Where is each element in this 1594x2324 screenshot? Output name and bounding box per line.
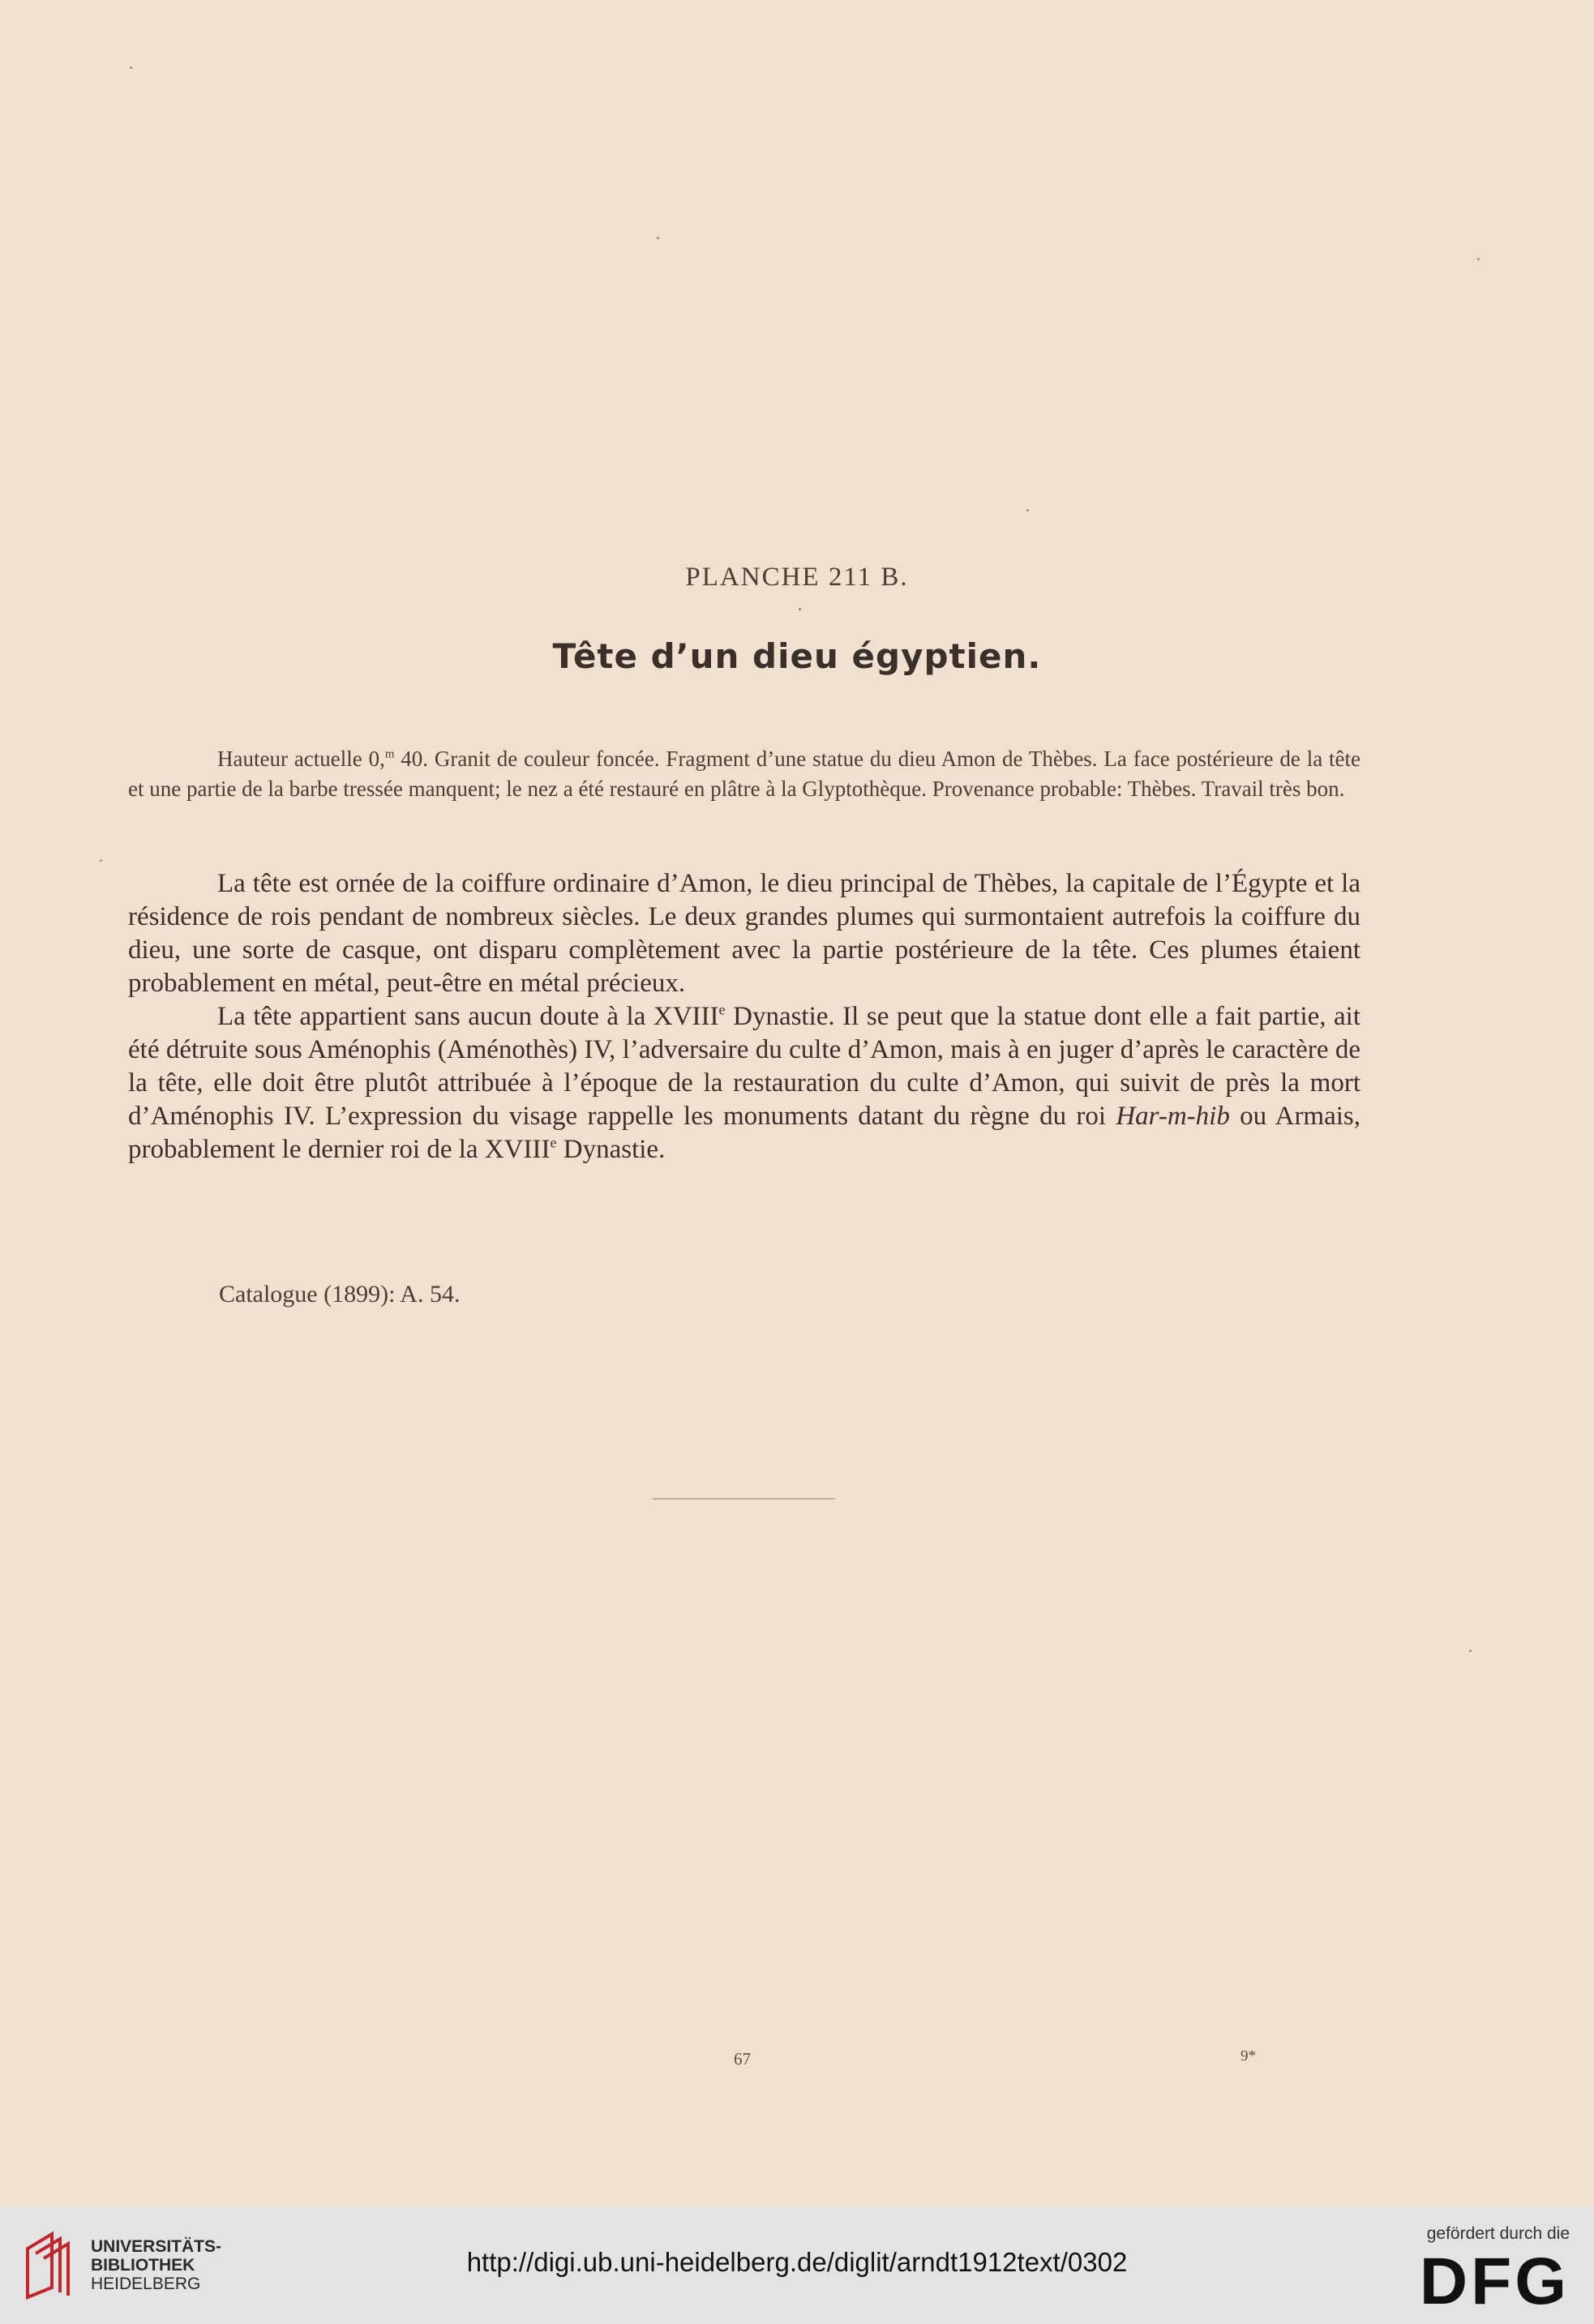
ordinal-superscript: e [718,1001,726,1018]
divider-rule [653,1498,835,1500]
page-title: Tête d’un dieu égyptien. [552,636,1042,676]
ordinal-superscript: e [550,1134,557,1151]
paper-speck [1469,1650,1472,1652]
catalogue-reference: Catalogue (1899): A. 54. [219,1281,461,1308]
library-name-line: UNIVERSITÄTS- [91,2237,222,2256]
body-text-segment: Dynastie. [556,1135,666,1164]
body-text [128,867,1360,1166]
library-name-line: BIBLIOTHEK [91,2256,195,2275]
ornament-dot [799,608,801,610]
description-text: Hauteur actuelle 0, [217,747,385,771]
footer-bar [0,2206,1594,2324]
description-paragraph [128,744,1360,804]
body-text-segment: La tête appartient sans aucun doute à la XVIII [217,1002,719,1031]
paper-speck [657,237,659,239]
body-paragraph-1: La tête est ornée de la coiffure ordinaire d’Amon, le dieu principal de Thèbes, la capitale de l’Égypte et la résidence de rois pendant de nombreux siècles. Le deux grandes plumes qui surmontaient autrefois la coiffure du dieu, une sorte de casque, ont disparu complètement avec la partie postérieure de la tête. Ces plumes étaient probablement en métal, peut-être en métal précieux. [128,869,1360,998]
description-text-rest: 40. Granit de couleur foncée. Fragment d’une statue du dieu Amon de Thèbes. La face postérieure de la tête et une partie de la barbe tressée manquent; le nez a été restauré en plâtre à la Glyptothèque. Provenance probable: Thèbes. Travail très bon. [128,747,1361,801]
plate-label: PLANCHE 211 B. [685,563,909,592]
funded-by-label: gefördert durch die [1426,2224,1570,2243]
italic-name: Har-m-hib [1116,1102,1230,1131]
body-text-segment: ou Armais, probablement le dernier roi de la XVIII [128,1102,1361,1164]
paper-speck [1477,258,1480,260]
paper-speck [100,859,102,862]
page-number: 67 [734,2049,751,2069]
signature-mark: 9* [1240,2048,1256,2065]
unit-superscript: m [384,747,395,761]
paper-speck [1026,509,1029,511]
body-paragraph-2 [128,1000,1360,1166]
dfg-logo[interactable]: DFG [1419,2245,1570,2318]
body-text-segment: Dynastie. Il se peut que la statue dont elle a fait partie, ait été détruite sous Aménophis (Aménothès) IV, l’adversaire du culte d’Amon, mais à en juger d’après le caractère de la tête, elle doit être plutôt attribuée à l’époque de la restauration du culte d’Amon, qui suivit de près la mort d’Aménophis IV. L’expression du visage rappelle les monuments datant du règne du roi [128,1002,1361,1131]
paper-speck [130,66,132,69]
library-name-line: HEIDELBERG [91,2275,201,2293]
source-url-link[interactable]: http://digi.ub.uni-heidelberg.de/diglit/arndt1912text/0302 [466,2247,1128,2277]
